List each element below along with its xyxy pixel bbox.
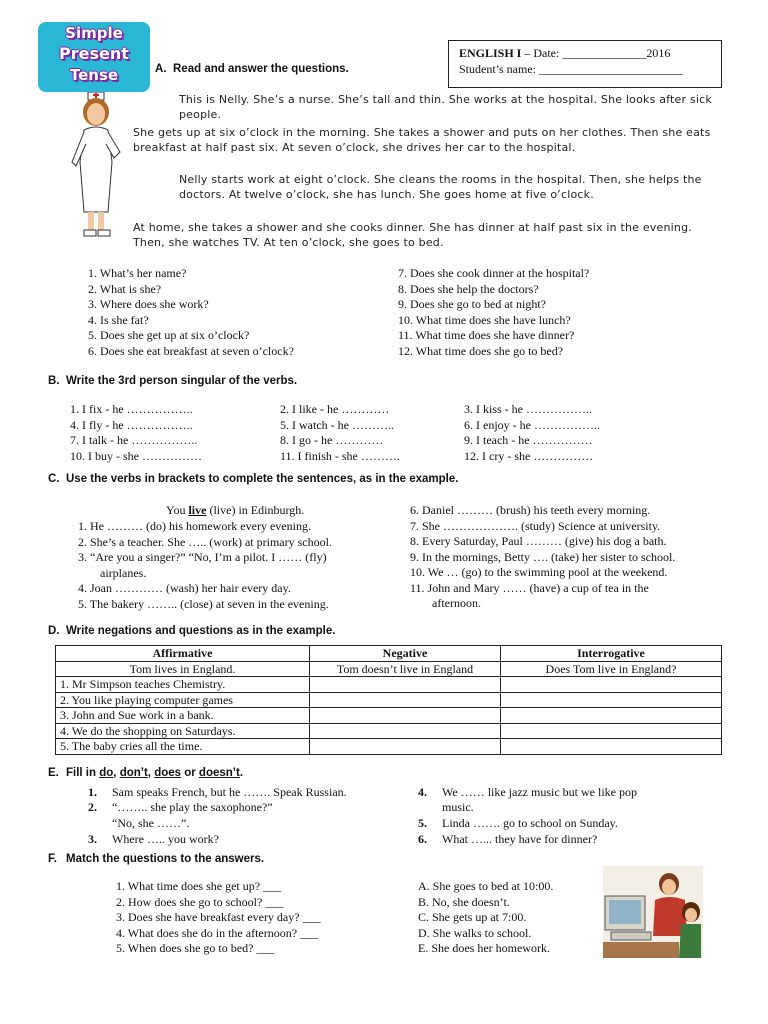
example-verb: live (188, 503, 207, 517)
story-paragraph-1: This is Nelly. She’s a nurse. She’s tall and thin. She works at the hospital. She looks after sick people. (179, 93, 712, 121)
verb-item: 7. I talk - he …………….. (70, 433, 198, 447)
question: 10. What time does she have lunch? (398, 312, 571, 327)
question: 5. Does she get up at six o’clock? (88, 328, 250, 342)
verb-item: 12. I cry - she …………… (464, 448, 594, 463)
sentence: 8. Every Saturday, Paul ……… (give) his dog a bath. (410, 534, 667, 548)
section-b-header (48, 375, 297, 387)
verb-item: 3. I kiss - he …………….. (464, 402, 592, 416)
affirmative-cell: 5. The baby cries all the time. (56, 739, 310, 755)
match-answer: C. She gets up at 7:00. (418, 910, 527, 924)
verb-item: 6. I enjoy - he …………….. (464, 417, 600, 432)
e-num-3: 3. (88, 832, 97, 846)
sentence: 6. Daniel ……… (brush) his teeth every morning. (410, 503, 651, 517)
e-sentence-6: What …... they have for dinner? (442, 832, 598, 846)
verb-item: 11. I finish - she ………. (280, 448, 400, 463)
e-sentence-1: Sam speaks French, but he ……. Speak Russian. (112, 785, 347, 799)
table-row (56, 739, 722, 755)
question: 11. What time does she have dinner? (398, 328, 575, 342)
sentence: 11. John and Mary …… (have) a cup of tea in the (410, 580, 649, 595)
sentence: 9. In the mornings, Betty …. (take) her sister to school. (410, 549, 676, 564)
verb-item: 2. I like - he ………… (280, 402, 390, 416)
section-a-letter: A. (155, 63, 167, 75)
question: 3. Where does she work? (88, 297, 209, 311)
question: 4. Is she fat? (88, 312, 149, 327)
sentence: 10. We … (go) to the swimming pool at the weekend. (410, 565, 668, 579)
example-post: (live) in Edinburgh. (206, 503, 305, 517)
sentence: 7. She ………………. (study) Science at university. (410, 518, 661, 533)
course-name: ENGLISH I (459, 46, 522, 60)
verb-item: 9. I teach - he …………… (464, 433, 593, 447)
negations-table (55, 645, 722, 755)
verbs-column-2 (280, 402, 400, 464)
sentence: 5. The bakery …….. (close) at seven in the evening. (78, 596, 329, 611)
header-affirmative: Affirmative (56, 646, 310, 662)
story-paragraph-2: She gets up at six o’clock in the morning. She takes a shower and puts on her clothes. Then she eats breakfast at half past six. At seven o’clock, she drives her car to the hospital. (133, 126, 711, 154)
question: 6. Does she eat breakfast at seven o’clock? (88, 343, 294, 358)
sentence-continuation: afternoon. (432, 596, 481, 610)
negative-answer-cell[interactable] (310, 692, 501, 708)
e-sentence-2-answer: “No, she ……”. (112, 816, 190, 830)
section-d-letter: D. (48, 625, 60, 637)
sentence: 3. “Are you a singer?” “No, I’m a pilot. I …… (fly) (78, 550, 327, 564)
e-sentence-3: Where ….. you work? (112, 832, 219, 846)
question: 9. Does she go to bed at night? (398, 297, 546, 311)
date-label: – Date: ______________2016 (524, 46, 671, 60)
header-interrogative: Interrogative (501, 646, 722, 662)
interrogative-answer-cell[interactable] (501, 739, 722, 755)
date-line (459, 46, 670, 61)
match-answer: E. She does her homework. (418, 941, 550, 955)
sentence: 1. He ……… (do) his homework every evening. (78, 519, 311, 533)
example-negative: Tom doesn’t live in England (310, 661, 501, 677)
questions-left-column (88, 266, 294, 359)
nurse-illustration (62, 92, 128, 242)
verb-item: 1. I fix - he …………….. (70, 402, 193, 416)
section-b-letter: B. (48, 375, 60, 387)
table-header-row (56, 646, 722, 662)
match-answer: B. No, she doesn’t. (418, 894, 510, 909)
match-question: 1. What time does she get up? ___ (116, 879, 282, 893)
section-c-header (48, 473, 458, 485)
logo-line-1: Simple (65, 24, 123, 42)
e-num-2: 2. (88, 800, 97, 814)
e-sentence-5: Linda ……. go to school on Sunday. (442, 816, 618, 830)
question: 12. What time does she go to bed? (398, 343, 564, 358)
table-row (56, 677, 722, 693)
affirmative-cell: 3. John and Sue work in a bank. (56, 708, 310, 724)
word-does: does (154, 767, 182, 779)
e-sentence-4-continuation: music. (442, 800, 474, 814)
negative-answer-cell[interactable] (310, 739, 501, 755)
verb-item: 4. I fly - he …………….. (70, 417, 193, 432)
logo-line-3: Tense (69, 66, 119, 84)
sentence-continuation: airplanes. (100, 565, 147, 580)
match-answer: A. She goes to bed at 10:00. (418, 879, 554, 893)
e-num-6: 6. (418, 832, 427, 846)
word-dont: don’t (119, 767, 148, 779)
question: 8. Does she help the doctors? (398, 281, 539, 296)
header-negative: Negative (310, 646, 501, 662)
interrogative-answer-cell[interactable] (501, 677, 722, 693)
verb-item: 10. I buy - she …………… (70, 448, 202, 463)
match-question: 4. What does she do in the afternoon? ___ (116, 925, 319, 940)
question: 2. What is she? (88, 281, 162, 296)
student-info-box (448, 40, 722, 88)
match-question: 3. Does she have breakfast every day? ___ (116, 910, 321, 924)
section-d-header (48, 625, 335, 637)
section-e-letter: E. (48, 767, 59, 779)
interrogative-answer-cell[interactable] (501, 723, 722, 739)
section-b-title: Write the 3rd person singular of the verbs. (66, 375, 298, 387)
example-interrogative: Does Tom live in England? (501, 661, 722, 677)
verbs-column-3 (464, 402, 600, 464)
e-num-1: 1. (88, 785, 97, 799)
section-a-title: Read and answer the questions. (173, 63, 349, 75)
section-a-header (155, 63, 349, 75)
negative-answer-cell[interactable] (310, 708, 501, 724)
match-answers (418, 879, 553, 957)
table-row (56, 692, 722, 708)
negative-answer-cell[interactable] (310, 677, 501, 693)
match-questions (116, 879, 321, 957)
section-f-header (48, 853, 264, 865)
section-f-title: Match the questions to the answers. (66, 853, 265, 865)
match-answer: D. She walks to school. (418, 925, 532, 940)
questions-right-column (398, 266, 589, 359)
example-pre: You (166, 503, 189, 517)
story-paragraph-3: Nelly starts work at eight o’clock. She cleans the rooms in the hospital. Then, she helps the doctors. At twelve o’clock, she has lunch. She goes home at five o’clock. (179, 173, 702, 201)
section-d-title: Write negations and questions as in the example. (66, 625, 336, 637)
interrogative-answer-cell[interactable] (501, 708, 722, 724)
children-computer-illustration (603, 866, 703, 958)
verbs-column-1 (70, 402, 202, 464)
section-c-title: Use the verbs in brackets to complete the sentences, as in the example. (66, 473, 459, 485)
section-e-title-pre: Fill in (66, 767, 100, 779)
story-paragraph-4: At home, she takes a shower and she cooks dinner. She has dinner at half past six in the evening. Then, she watches TV. At ten o’clock, she goes to bed. (133, 221, 692, 249)
sentence: 4. Joan ………… (wash) her hair every day. (78, 581, 291, 595)
e-sentence-4: We …… like jazz music but we like pop (442, 785, 637, 799)
sentence: 2. She’s a teacher. She ….. (work) at primary school. (78, 534, 332, 549)
affirmative-cell: 2. You like playing computer games (56, 692, 310, 708)
verb-item: 5. I watch - he ……….. (280, 417, 394, 432)
word-doesnt: doesn’t (198, 767, 240, 779)
sentences-right-column (410, 503, 675, 612)
e-num-5: 5. (418, 816, 427, 830)
example-sentence (166, 503, 304, 519)
question: 7. Does she cook dinner at the hospital? (398, 266, 590, 280)
sentences-left-column (78, 519, 332, 612)
simple-present-tense-logo (38, 22, 150, 92)
table-example-row (56, 661, 722, 677)
section-f-letter: F. (48, 853, 57, 865)
logo-line-2: Present (59, 44, 129, 63)
negative-answer-cell[interactable] (310, 723, 501, 739)
section-c-letter: C. (48, 473, 60, 485)
affirmative-cell: 1. Mr Simpson teaches Chemistry. (56, 677, 310, 693)
e-num-4: 4. (418, 785, 427, 799)
example-affirmative: Tom lives in England. (56, 661, 310, 677)
question: 1. What’s her name? (88, 266, 187, 280)
affirmative-cell: 4. We do the shopping on Saturdays. (56, 723, 310, 739)
match-question: 2. How does she go to school? ___ (116, 894, 284, 909)
match-question: 5. When does she go to bed? ___ (116, 941, 275, 955)
table-row (56, 708, 722, 724)
section-e-header: E. Fill in do, don’t, does or doesn’t. (48, 767, 244, 779)
e-sentence-2: “…….. she play the saxophone?” (112, 800, 273, 814)
word-do: do (99, 767, 114, 779)
interrogative-answer-cell[interactable] (501, 692, 722, 708)
table-row (56, 723, 722, 739)
verb-item: 8. I go - he ………… (280, 433, 384, 447)
student-name-label: Student’s name: ________________________ (459, 62, 683, 76)
